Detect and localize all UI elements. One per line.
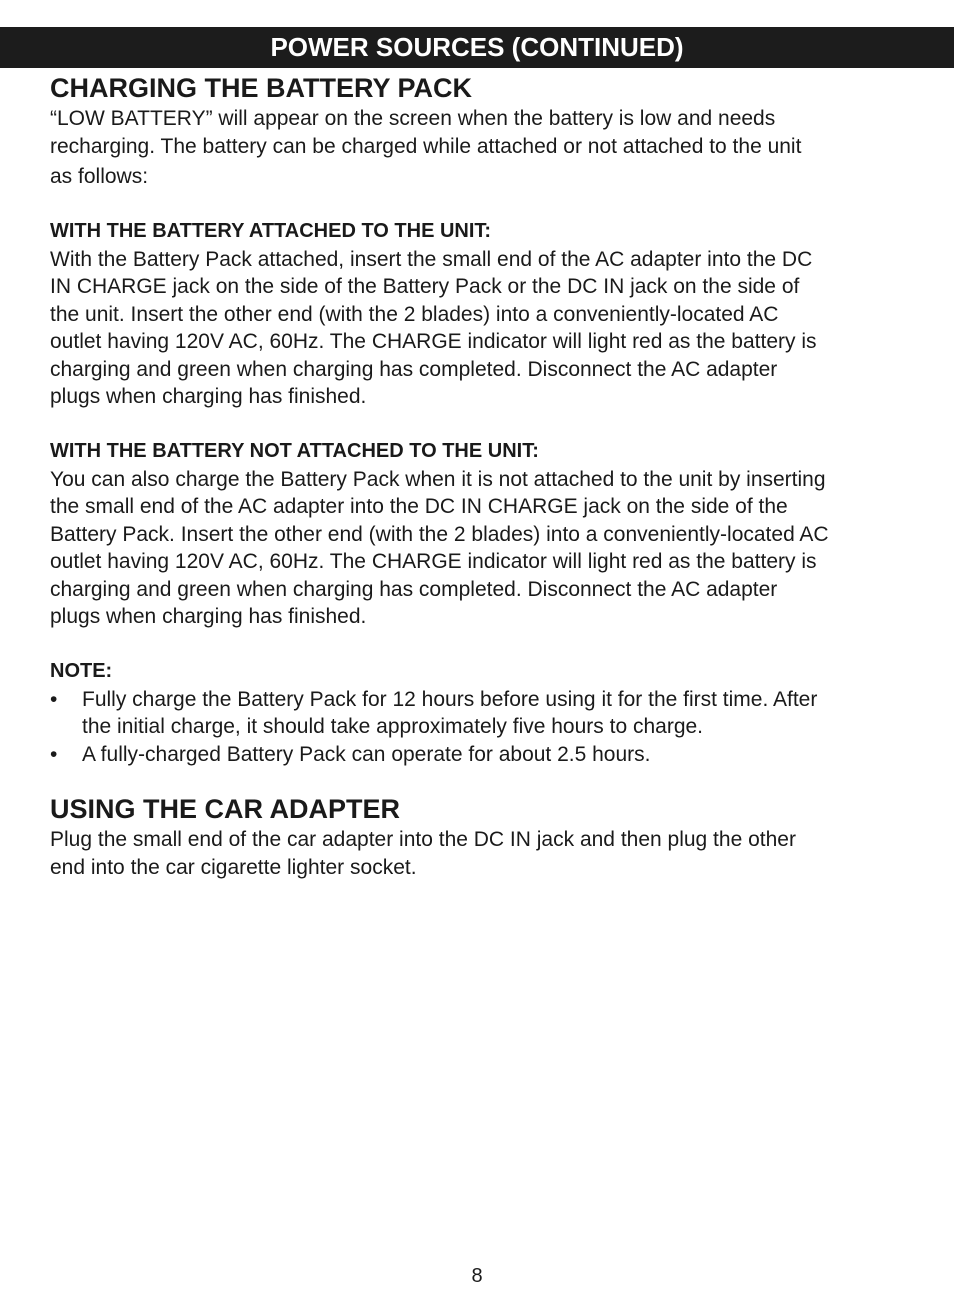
attached-line: plugs when charging has finished. [50, 385, 367, 408]
not-attached-line: outlet having 120V AC, 60Hz. The CHARGE indicator will light red as the battery is [50, 550, 817, 573]
page-number: 8 [471, 1265, 483, 1287]
attached-line: With the Battery Pack attached, insert the small end of the AC adapter into the DC [50, 247, 813, 271]
note-heading: NOTE: [50, 660, 113, 682]
not-attached-line: Battery Pack. Insert the other end (with the 2 blades) into a conveniently-located AC [50, 522, 829, 546]
attached-line: charging and green when charging has completed. Disconnect the AC adapter [50, 357, 778, 381]
car-adapter-line: Plug the small end of the car adapter into the DC IN jack and then plug the other [50, 828, 796, 851]
section-banner: POWER SOURCES (CONTINUED) [0, 27, 954, 68]
not-attached-line: You can also charge the Battery Pack when it is not attached to the unit by inserting [50, 467, 826, 491]
charging-title: CHARGING THE BATTERY PACK [50, 73, 473, 103]
page-content [50, 72, 912, 881]
note-line: A fully-charged Battery Pack can operate for about 2.5 hours. [82, 742, 651, 766]
attached-paragraph [50, 246, 912, 411]
not-attached-paragraph [50, 466, 912, 631]
bullet-icon: • [50, 687, 58, 711]
attached-line: outlet having 120V AC, 60Hz. The CHARGE indicator will light red as the battery is [50, 330, 817, 353]
bullet-icon: • [50, 742, 58, 766]
intro-line: as follows: [50, 165, 149, 188]
attached-line: the unit. Insert the other end (with the 2 blades) into a conveniently-located AC [50, 302, 779, 326]
attached-heading: WITH THE BATTERY ATTACHED TO THE UNIT: [50, 220, 492, 242]
note-list [50, 686, 912, 769]
charging-intro [50, 105, 912, 191]
attached-line: IN CHARGE jack on the side of the Battery Pack or the DC IN jack on the side of [50, 275, 800, 298]
intro-line: recharging. The battery can be charged while attached or not attached to the unit [50, 134, 802, 158]
intro-line: “LOW BATTERY” will appear on the screen when the battery is low and needs [50, 107, 776, 130]
not-attached-line: the small end of the AC adapter into the DC IN CHARGE jack on the side of the [50, 495, 788, 518]
not-attached-line: plugs when charging has finished. [50, 605, 367, 628]
note-line: the initial charge, it should take approximately five hours to charge. [82, 715, 704, 738]
car-adapter-line: end into the car cigarette lighter socket. [50, 855, 417, 879]
car-adapter-title: USING THE CAR ADAPTER [50, 794, 401, 824]
car-adapter-paragraph [50, 826, 912, 881]
not-attached-line: charging and green when charging has completed. Disconnect the AC adapter [50, 577, 778, 601]
note-line: Fully charge the Battery Pack for 12 hours before using it for the first time. After [82, 687, 818, 711]
list-item [50, 741, 912, 769]
not-attached-heading: WITH THE BATTERY NOT ATTACHED TO THE UNIT: [50, 440, 539, 462]
list-item [50, 686, 912, 741]
